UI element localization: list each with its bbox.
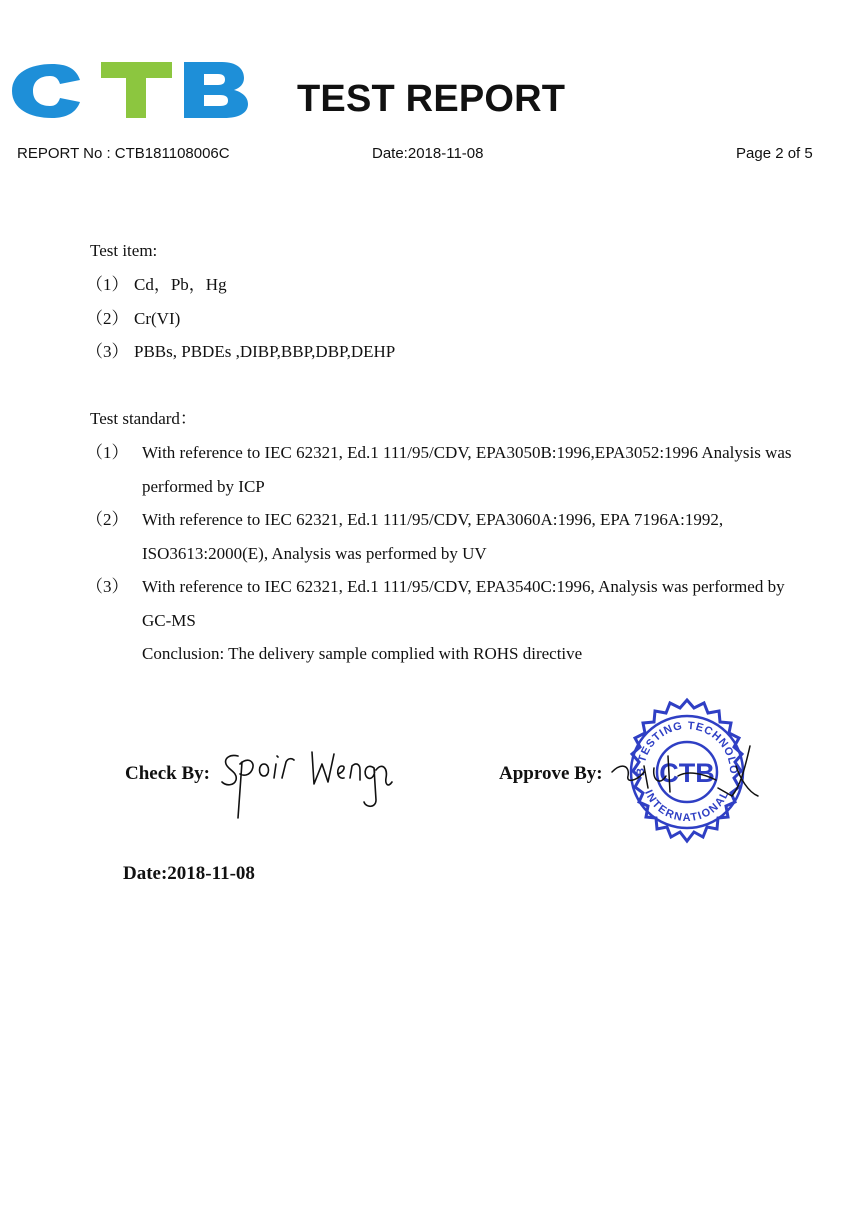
ctb-stamp (608, 696, 766, 848)
test-standard-number: （3） (86, 577, 129, 596)
test-standard-line: With reference to IEC 62321, Ed.1 111/95/CDV, EPA3540C:1996, Analysis was performed by (142, 577, 785, 596)
report-date: Date:2018-11-08 (372, 145, 484, 162)
logo-letter-b (184, 62, 248, 118)
logo-letter-t (101, 62, 172, 118)
test-standard-line: With reference to IEC 62321, Ed.1 111/95/CDV, EPA3050B:1996,EPA3052:1996 Analysis was (142, 443, 792, 462)
signature-date: Date:2018-11-08 (123, 863, 255, 884)
test-item-number: （2） (86, 309, 129, 328)
test-standard-line: performed by ICP (142, 477, 265, 496)
test-item-heading: Test item: (90, 241, 158, 260)
page-title: TEST REPORT (297, 78, 566, 120)
test-item-number: （1） (86, 275, 129, 294)
stamp-text-bottom: INTERNATIONAL (642, 788, 732, 824)
test-standard-line: ISO3613:2000(E), Analysis was performed by UV (142, 544, 487, 563)
test-standard-heading: Test standard： (90, 409, 197, 428)
test-item-text: Cr(VI) (134, 309, 181, 328)
check-by-label: Check By: (125, 763, 210, 784)
test-item-text: Cd，Pb，Hg (134, 275, 227, 294)
test-item-text: PBBs, PBDEs ,DIBP,BBP,DBP,DEHP (134, 342, 396, 361)
approve-by-label: Approve By: (499, 763, 603, 784)
report-number: REPORT No : CTB181108006C (17, 145, 230, 162)
test-standard-line: GC-MS (142, 611, 196, 630)
test-item-number: （3） (86, 342, 129, 361)
stamp-text-top: B TESTING TECHNOLO (634, 719, 740, 777)
page-number: Page 2 of 5 (736, 145, 813, 162)
test-standard-number: （1） (86, 443, 129, 462)
ctb-logo-graphic (8, 58, 248, 122)
check-by-signature (216, 748, 396, 820)
test-standard-number: （2） (86, 510, 129, 529)
logo-letter-c (12, 64, 80, 118)
stamp-center-text: CTB (659, 758, 715, 788)
ctb-logo (8, 58, 248, 122)
test-standard-line: With reference to IEC 62321, Ed.1 111/95/CDV, EPA3060A:1996, EPA 7196A:1992, (142, 510, 724, 529)
conclusion: Conclusion: The delivery sample complied with ROHS directive (142, 644, 583, 663)
